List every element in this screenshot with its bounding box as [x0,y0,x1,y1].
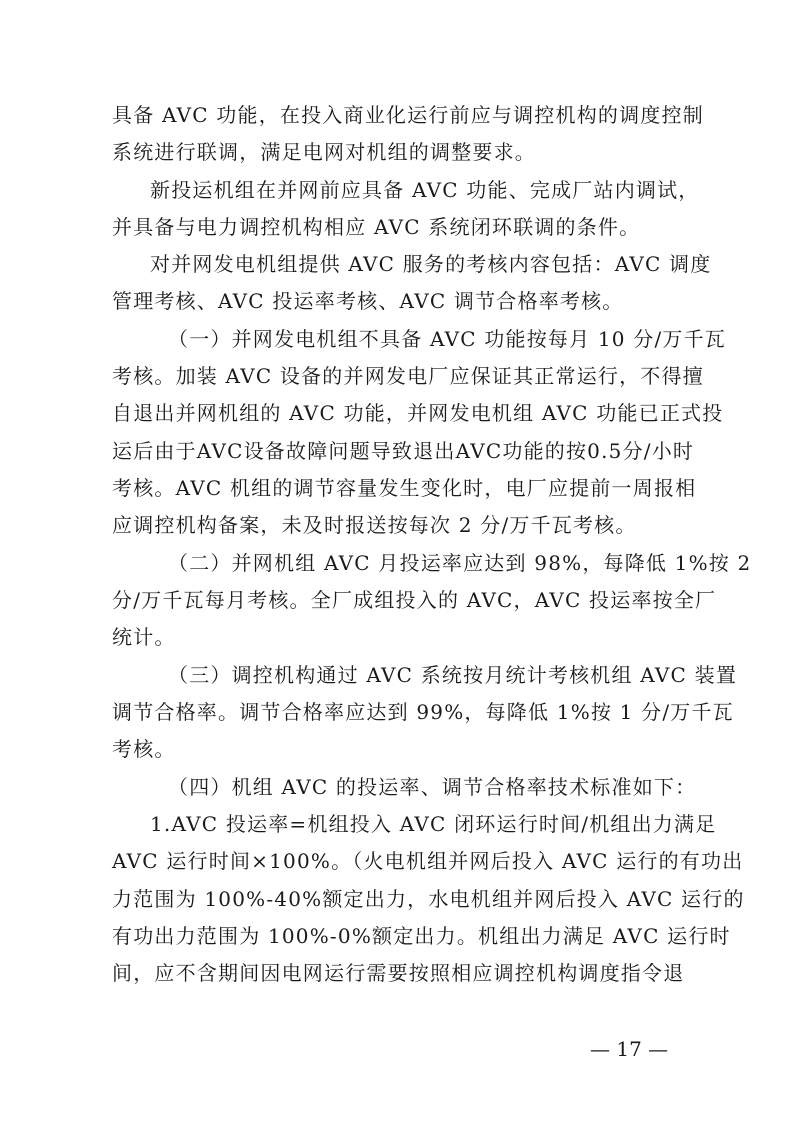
text-line: 运后由于AVC设备故障问题导致退出AVC功能的按0.5分/小时 [112,439,695,463]
text-line: 新投运机组在并网前应具备 AVC 功能、完成厂站内调试， [150,178,700,202]
text-line: 间，应不含期间因电网运行需要按照相应调控机构调度指令退 [112,961,685,985]
text-line: （一）并网发电机组不具备 AVC 功能按每月 10 分/万千瓦 [168,327,727,351]
text-line: 分/万千瓦每月考核。全厂成组投入的 AVC，AVC 投运率按全厂 [112,588,717,612]
text-line: （二）并网机组 AVC 月投运率应达到 98%，每降低 1%按 2 [168,551,752,575]
text-line: 考核。AVC 机组的调节容量发生变化时，电厂应提前一周报相 [112,476,697,500]
text-line: 具备 AVC 功能，在投入商业化运行前应与调控机构的调度控制 [112,103,704,127]
text-line: 并具备与电力调控机构相应 AVC 系统闭环联调的条件。 [112,215,641,239]
text-line: 系统进行联调，满足电网对机组的调整要求。 [112,140,536,164]
text-line: （三）调控机构通过 AVC 系统按月统计考核机组 AVC 装置 [168,663,738,687]
text-line: 力范围为 100%-40%额定出力，水电机组并网后投入 AVC 运行的 [112,887,745,911]
text-line: 应调控机构备案，未及时报送按每次 2 分/万千瓦考核。 [112,513,637,537]
page-number: — 17 — [590,1037,669,1061]
text-line: 自退出并网机组的 AVC 功能，并网发电机组 AVC 功能已正式投 [112,401,724,425]
text-line: 有功出力范围为 100%-0%额定出力。机组出力满足 AVC 运行时 [112,924,731,948]
text-line: 统计。 [112,625,176,649]
text-line: 考核。加装 AVC 设备的并网发电厂应保证其正常运行，不得擅 [112,364,704,388]
text-line: 调节合格率。调节合格率应达到 99%，每降低 1%按 1 分/万千瓦 [112,700,734,724]
text-line: 对并网发电机组提供 AVC 服务的考核内容包括：AVC 调度 [150,252,712,276]
text-line: 管理考核、AVC 投运率考核、AVC 调节合格率考核。 [112,289,624,313]
text-line: （四）机组 AVC 的投运率、调节合格率技术标准如下： [168,775,697,799]
text-line: 1.AVC 投运率=机组投入 AVC 闭环运行时间/机组出力满足 [150,812,717,836]
text-line: AVC 运行时间×100%。（火电机组并网后投入 AVC 运行的有功出 [112,849,744,873]
text-line: 考核。 [112,737,176,761]
